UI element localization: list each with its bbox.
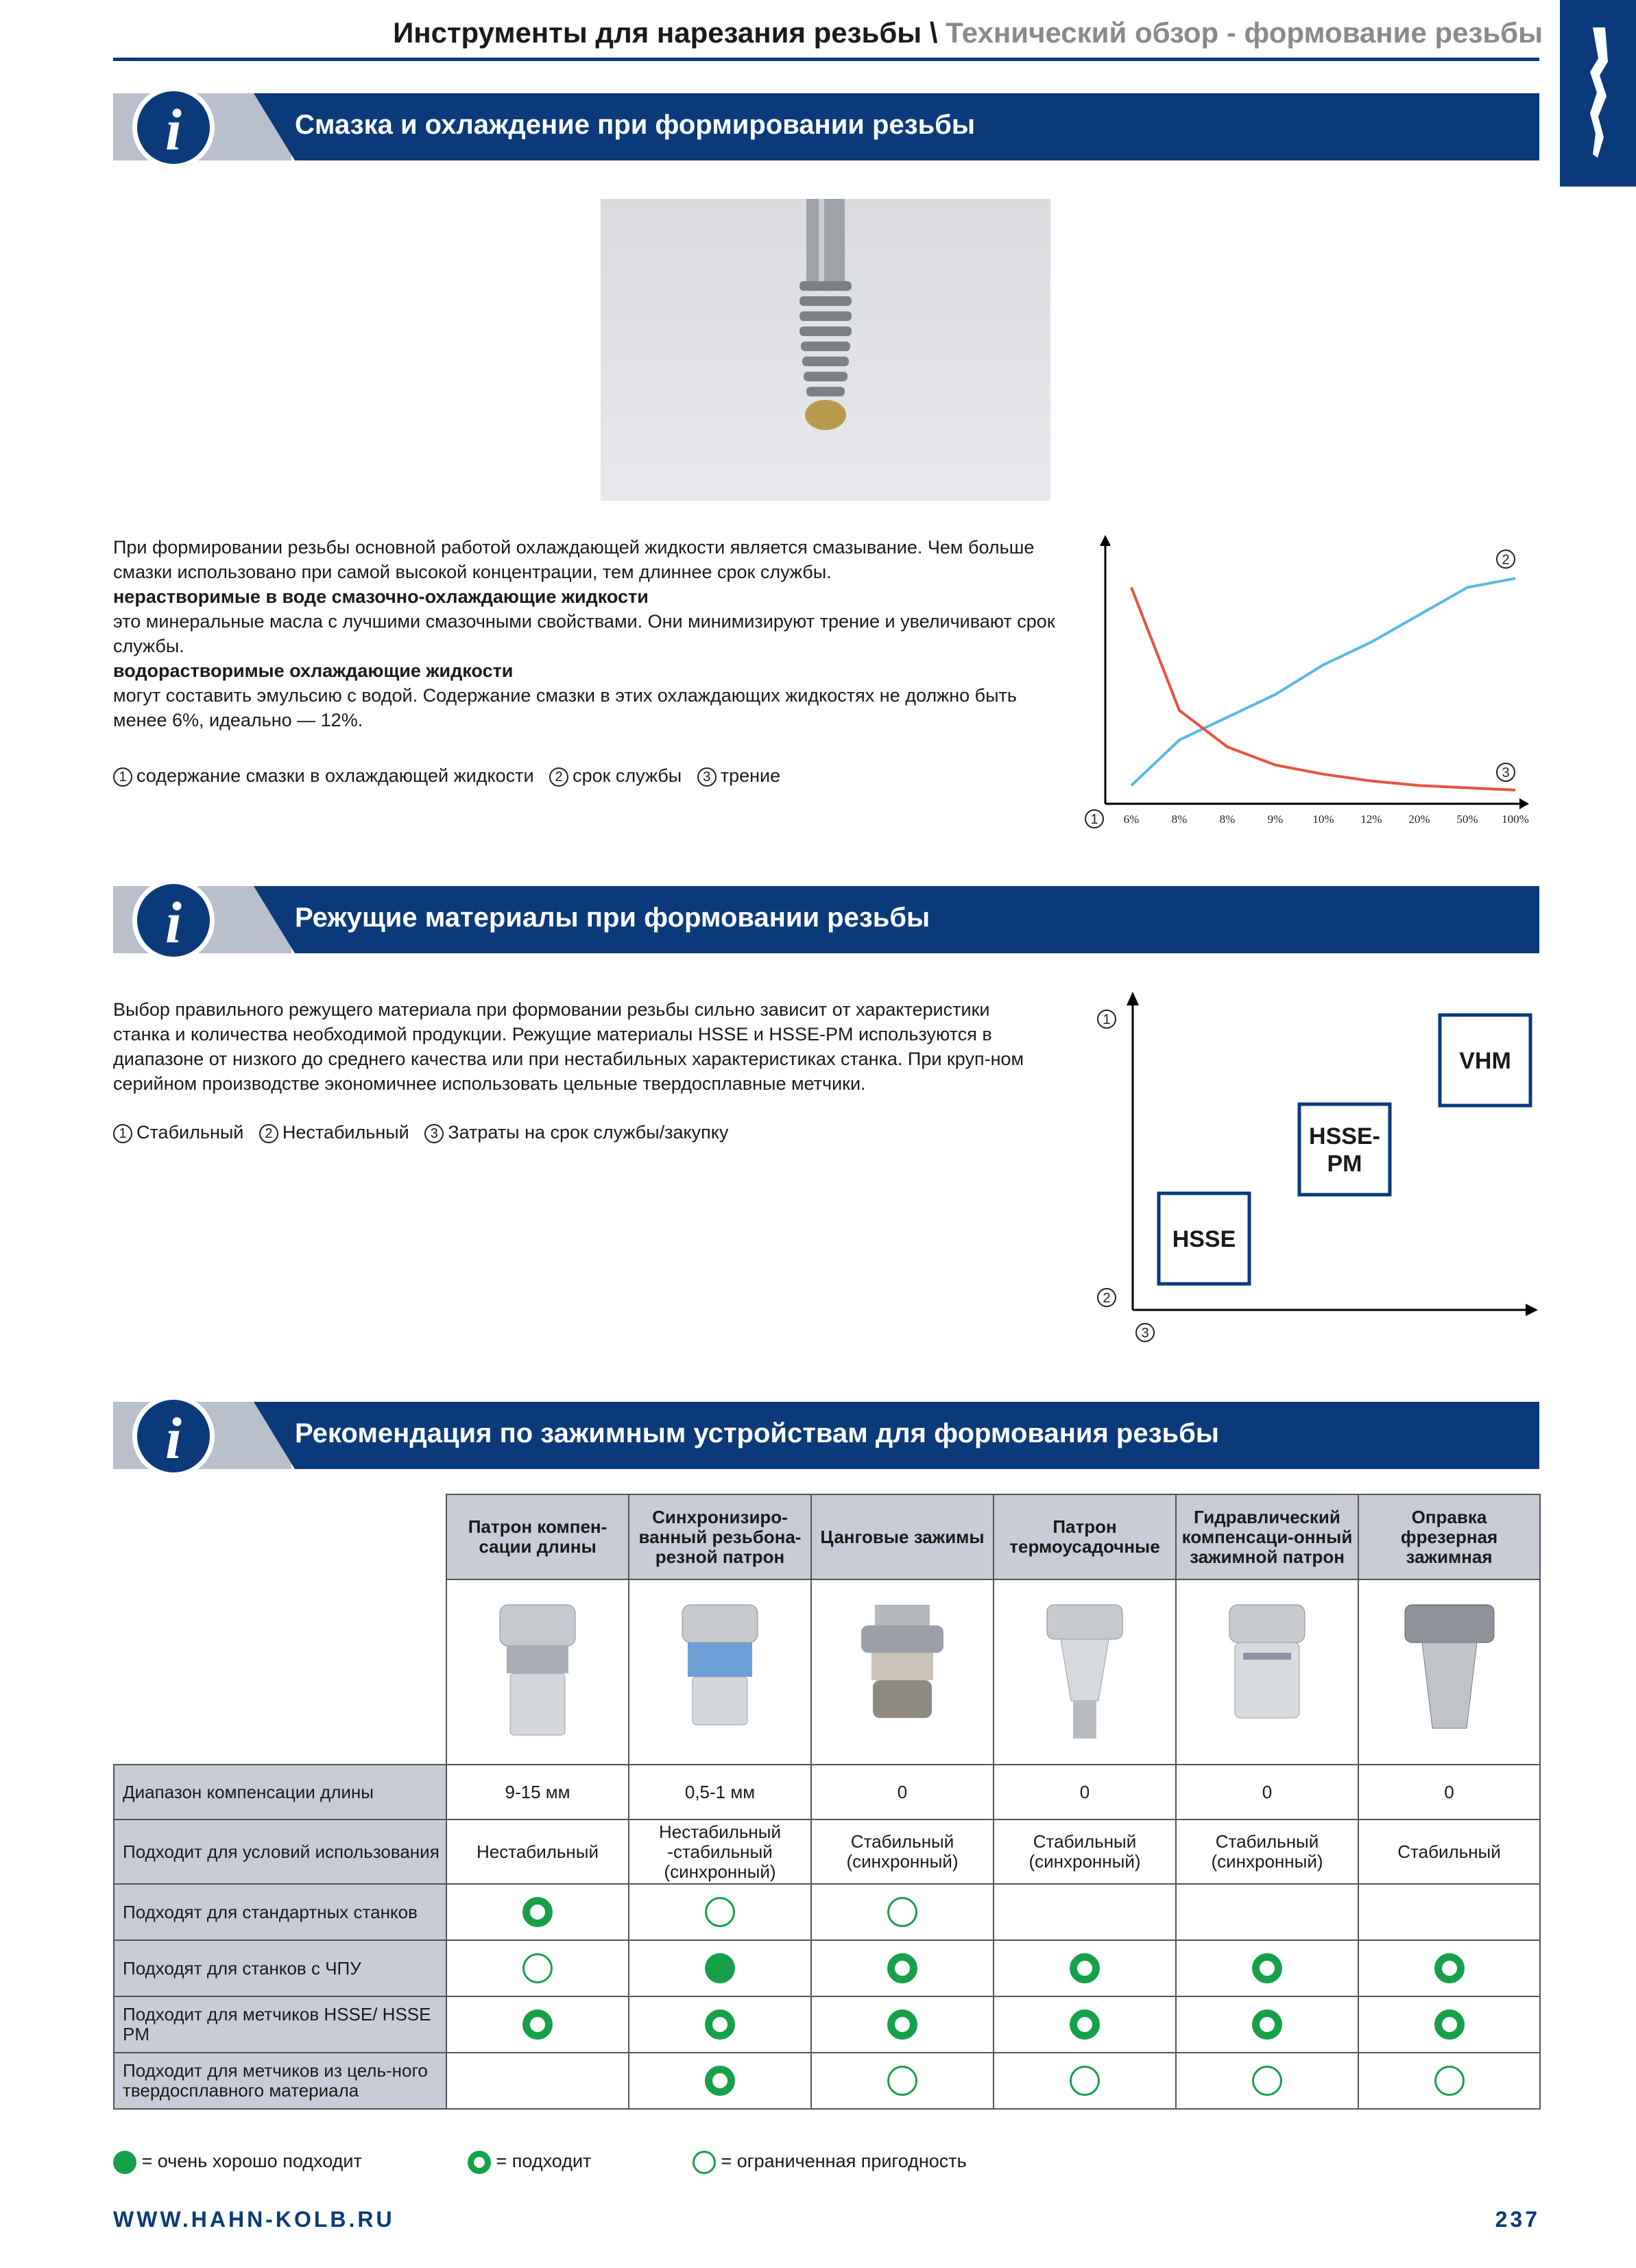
table-cell: Нестабильный [446,1819,629,1884]
cutting-text: Выбор правильного режущего материала при формовании резьбы сильно зависит от характеристики станка и количества необходимой продукции. Режущие материалы HSSE и HSSE-PM используются в диапазоне от низкого до среднего качества или при нестабильных характеристиках станка. При круп-ном серийном производстве экономичнее использовать цельные твердосплавные метчики. [113,999,1024,1094]
series-label: 3 [1502,765,1510,781]
title-main: Инструменты для нарезания резьбы [393,16,922,49]
page-number: 237 [1495,2207,1540,2232]
table-cell [811,1940,994,1996]
info-icon: i [132,879,215,962]
x-tick-label: 12% [1360,813,1382,826]
column-header: Гидравлический компенсаци-онный зажимной патрон [1176,1494,1358,1579]
suitable-mark-icon [1434,1953,1465,1983]
lubrication-legend [113,765,780,787]
x-tick-label: 9% [1267,813,1284,826]
key-text: = подходит [496,2151,592,2172]
row-label: Подходит для метчиков HSSE/ HSSE PM [114,1996,446,2053]
x-axis-arrow [1526,1304,1538,1316]
section-banner-clamping [113,1402,1539,1469]
column-header: Синхронизиро-ванный резьбона-резной патрон [629,1494,811,1579]
table-cell [1176,1996,1358,2053]
table-cell [446,1884,629,1940]
table-cell [994,1940,1176,1996]
soluble-heading: водорастворимые охлаждающие жидкости [113,660,514,681]
x-tick-label: 50% [1456,813,1478,826]
row-label: Подходят для станков с ЧПУ [114,1940,446,1996]
column-header: Патрон компен-сации длины [446,1494,629,1579]
section-title: Режущие материалы при формовании резьбы [295,903,930,933]
legend-number: 1 [113,1124,132,1143]
table-row [114,2053,1540,2109]
suitable-mark-icon [1070,2009,1100,2040]
tap-photo [601,199,1050,501]
table-cell: 0 [1358,1765,1540,1819]
table-cell [811,1996,994,2053]
x-axis-arrow [1519,798,1529,809]
table-cell [1176,1884,1358,1940]
insoluble-heading: нерастворимые в воде смазочно-охлаждающие жидкости [113,586,649,607]
drill-icon [1560,0,1636,187]
table-cell [629,1996,811,2053]
header-rule [113,58,1539,61]
table-row [114,1884,1540,1940]
materials-chart [1083,988,1539,1358]
table-image-row [114,1579,1540,1765]
suitable-mark-icon [887,1953,917,1983]
material-label: HSSE- [1309,1123,1380,1149]
series-line [1131,578,1515,785]
table-cell [446,2053,629,2109]
column-header: Оправка фрезерная зажимная [1358,1494,1540,1579]
x-axis-marker: 1 [1090,812,1098,827]
table-cell [994,1884,1176,1940]
row-label: Подходят для стандартных станков [114,1884,446,1940]
x-tick-label: 10% [1312,813,1334,826]
table-cell: Стабильный (синхронный) [994,1819,1176,1884]
legend-number: 3 [424,1124,444,1143]
limited-mark-icon [887,1897,917,1927]
title-sub: Технический обзор - формование резьбы [946,16,1543,49]
cutting-legend [113,1122,728,1143]
suitable-mark-icon [522,2009,553,2040]
table-cell: 0 [1176,1765,1358,1819]
clamping-table [113,1494,1541,2110]
legend-text: срок службы [573,765,682,786]
info-icon: i [132,1395,215,1477]
milling-arbor-image [1358,1579,1540,1765]
hydraulic-chuck-image [1176,1579,1358,1765]
very-good-mark-icon [113,2151,136,2174]
lubrication-text [113,535,1059,732]
x-tick-label: 6% [1123,813,1140,826]
legend-number: 2 [259,1124,278,1143]
footer-url[interactable]: WWW.HAHN-KOLB.RU [113,2207,395,2232]
page-header [0,0,1543,62]
y-axis-bottom-marker: 2 [1103,1291,1111,1306]
soluble-paragraph: могут составить эмульсию с водой. Содержание смазки в этих охлаждающих жидкостях не должно быть менее 6%, идеально — 12%. [113,685,1017,730]
series-line [1131,588,1515,790]
suitable-mark-icon [705,2066,735,2096]
material-box [1299,1104,1390,1195]
suitable-mark-icon [887,2009,917,2040]
table-cell [1358,1996,1540,2053]
table-row [114,1765,1540,1819]
table-cell: 0 [994,1765,1176,1819]
column-header: Цанговые зажимы [811,1494,994,1579]
y-axis-top-marker: 1 [1103,1012,1111,1027]
table-cell [446,1940,629,1996]
synchro-chuck-image [629,1579,811,1765]
table-cell [629,1940,811,1996]
legend-number: 1 [113,767,132,787]
y-axis-arrow [1127,992,1139,1005]
column-header: Патрон термоусадочные [994,1494,1176,1579]
table-cell: 0 [811,1765,994,1819]
legend-text: содержание смазки в охлаждающей жидкости [136,765,534,786]
suitable-mark-icon [1434,2009,1465,2040]
key-limited [693,2151,967,2174]
table-cell [1358,1884,1540,1940]
section-banner-lubrication [113,93,1539,163]
suitable-mark-icon [522,1897,553,1927]
key-text: = очень хорошо подходит [141,2151,362,2172]
x-tick-label: 100% [1502,813,1529,826]
table-cell: 0,5-1 мм [629,1765,811,1819]
page-title [393,16,1543,49]
title-separator: \ [929,16,938,49]
limited-mark-icon [1070,2066,1100,2096]
collet-chuck-image [811,1579,994,1765]
suitable-mark-icon [1252,2009,1282,2040]
table-cell [994,2053,1176,2109]
series-label: 2 [1502,552,1510,568]
suitable-mark-icon [705,2009,735,2040]
table-cell [1176,1940,1358,1996]
table-cell [811,1884,994,1940]
legend-text: Затраты на срок службы/закупку [448,1122,729,1143]
table-cell: Нестабильный -стабильный (синхронный) [629,1819,811,1884]
table-row [114,1996,1540,2053]
x-tick-label: 8% [1171,813,1188,826]
legend-text: трение [720,765,781,786]
row-label: Подходит для метчиков из цель-ного твердосплавного материала [114,2053,446,2109]
legend-number: 3 [697,767,717,787]
legend-number: 2 [549,767,568,787]
table-cell [629,1884,811,1940]
table-cell: Стабильный (синхронный) [1176,1819,1358,1884]
section-title: Смазка и охлаждение при формировании резьбы [295,110,976,140]
suitable-mark-icon [1070,1953,1100,1983]
suitable-mark-icon [1252,1953,1282,1983]
legend-text: Нестабильный [282,1122,409,1143]
table-cell: 9-15 мм [446,1765,629,1819]
y-axis-arrow [1100,535,1111,546]
suitable-mark-icon [468,2151,491,2174]
material-label: HSSE [1172,1226,1236,1252]
legend-text: Стабильный [136,1122,244,1143]
table-cell [811,2053,994,2109]
insoluble-paragraph: это минеральные масла с лучшими смазочными свойствами. Они минимизируют трение и увеличивают срок службы. [113,611,1055,656]
x-tick-label: 8% [1219,813,1236,826]
key-very-good [113,2151,362,2174]
limited-mark-icon [887,2066,917,2096]
section-banner-cutting [113,886,1539,953]
table-cell [446,1996,629,2053]
chapter-tab [1560,0,1636,187]
table-cell [1358,2053,1540,2109]
limited-mark-icon [1252,2066,1282,2096]
table-header-row [114,1494,1540,1579]
section-title: Рекомендация по зажимным устройствам для формования резьбы [295,1418,1219,1448]
table-cell [629,2053,811,2109]
table-row [114,1940,1540,1996]
table-cell [1358,1940,1540,1996]
limited-mark-icon [1434,2066,1465,2096]
length-compensation-chuck-image [446,1579,629,1765]
info-icon: i [132,86,215,169]
table-cell: Стабильный (синхронный) [811,1819,994,1884]
key-suitable [468,2151,591,2174]
table-cell [994,1996,1176,2053]
limited-mark-icon [705,1897,735,1927]
x-axis-marker: 3 [1141,1326,1149,1341]
table-cell [1176,2053,1358,2109]
x-tick-label: 20% [1408,813,1430,826]
tap-image [601,199,1050,501]
key-text: = ограниченная пригодность [721,2151,967,2172]
row-label: Диапазон компенсации длины [114,1765,446,1819]
limited-mark-icon [522,1953,553,1983]
material-label: VHM [1459,1048,1511,1074]
table-cell: Стабильный [1358,1819,1540,1884]
limited-mark-icon [693,2151,716,2174]
very-good-mark-icon [705,1953,735,1983]
table-row [114,1819,1540,1884]
lubrication-chart [1083,535,1536,837]
row-label: Подходит для условий использования [114,1819,446,1884]
lubrication-paragraph: При формировании резьбы основной работой охлаждающей жидкости является смазывание. Чем больше смазки использовано при самой высокой концентрации, тем длиннее срок службы. [113,537,1035,582]
shrink-chuck-image [994,1579,1176,1765]
material-label: PM [1327,1151,1362,1177]
